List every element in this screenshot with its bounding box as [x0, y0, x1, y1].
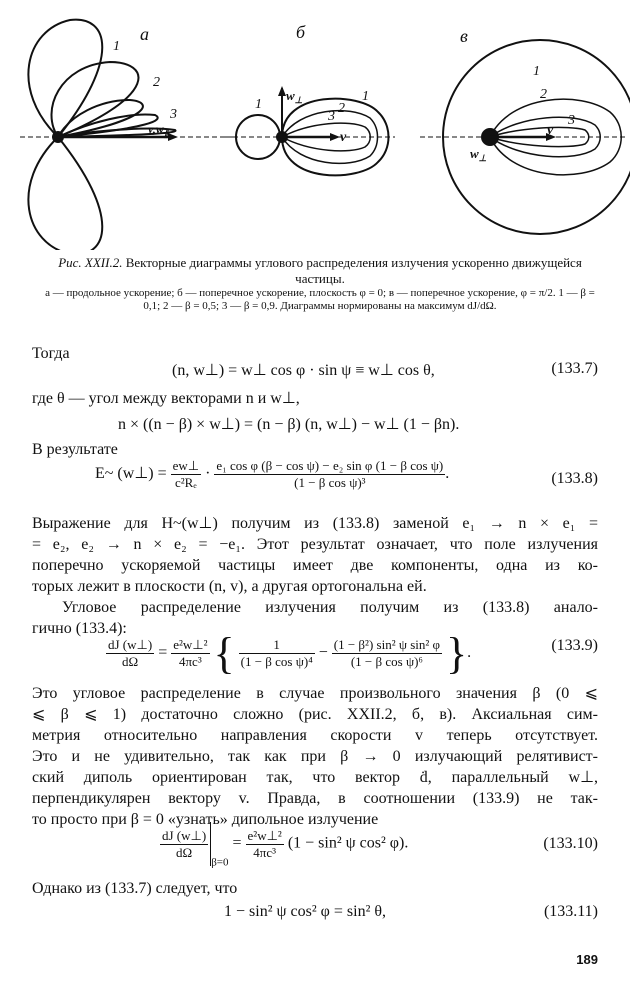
eq8-frac1 — [171, 458, 201, 491]
w-perp-label-b: $w_\perp$ — [286, 88, 303, 105]
paragraph-3-line-4: Это и не удивительно, так как при β → 0 излучающий релятивист- — [32, 748, 598, 765]
eq10-lhs-den: dΩ — [176, 844, 193, 860]
figure-xxii-2 — [0, 0, 630, 250]
equation-number-133-7: (133.7) — [551, 360, 598, 377]
eq10-subscript: β=0 — [211, 856, 229, 869]
eq9-term-b-den: (1 − β cos ψ)⁶ — [350, 654, 423, 669]
curve-label-b3: 3 — [328, 109, 335, 124]
curve-label-c3: 3 — [568, 113, 575, 128]
paragraph-2-line-1: Угловое распределение излучения получим из (133.8) анало- — [62, 599, 598, 616]
panel-a-diagram — [20, 20, 235, 250]
equation-133-8: E~ (w⊥) = $\frac{ew\perp}{\text{c²Rₑ}}$ · $\frac{\text{e₁ cos φ (β − cos ψ) − e₂ sin φ (1 − β cos ψ)}}{\text{(1 − β cos ψ)³}}$ . — [95, 458, 450, 490]
v-label-b: v — [340, 130, 347, 145]
paragraph-2-line-2: гично (133.4): — [32, 620, 127, 637]
eq9-brace-close: } — [446, 629, 468, 678]
eq8-frac1-den: c²Rₑ — [175, 475, 197, 490]
curve-label-a1: 1 — [113, 39, 120, 54]
paragraph-3-line-2: ⩽ β ⩽ 1) достаточно сложно (рис. XXII.2, б, в). Аксиальная сим- — [32, 706, 598, 723]
panel-c-diagram — [420, 40, 630, 234]
eq8-left: E~ (w⊥) = — [95, 465, 167, 483]
paragraph-3-line-3: метрия относительно направления скорости v теперь отсутствует. — [32, 727, 598, 744]
eq10-lhs — [160, 828, 208, 861]
eq8-frac2-num: e₁ cos φ (β − cos ψ) − e₂ sin φ (1 − β cos ψ) — [216, 458, 444, 473]
w-perp-label-c: $w_\perp$ — [470, 146, 487, 163]
equation-number-133-9: (133.9) — [551, 637, 598, 654]
axis-label-a: $v,w_\parallel$ — [148, 122, 169, 138]
text-togda: Тогда — [32, 345, 70, 362]
paragraph-3-line-5: ский диполь ориентирован так, что вектор ḋ, параллельный w⊥, — [32, 769, 598, 786]
eq8-frac2 — [214, 458, 445, 491]
eq9-term-a-den: (1 − β cos ψ)⁴ — [240, 654, 313, 669]
figure-caption-prefix: Рис. XXII.2. — [58, 255, 123, 270]
equation-vector-identity: n × ((n − β) × w⊥) = (n − β) (n, w⊥) − w⊥ (1 − βn). — [118, 416, 460, 433]
curve-label-a3: 3 — [170, 107, 177, 122]
eq10-rest: (1 − sin² ψ cos² φ). — [287, 834, 409, 852]
curve-label-b2: 2 — [338, 101, 345, 116]
v-label-c: v — [547, 123, 554, 138]
eq9-term-a — [239, 637, 315, 670]
equation-133-7: (n, w⊥) = w⊥ cos φ · sin ψ ≡ w⊥ cos θ, — [172, 362, 435, 379]
paragraph-1-line-2: = e₂, e₂ → n × e₂ = −e₁. Этот результат означает, что поле излучения — [32, 536, 598, 553]
eq9-lhs-num: dJ (w⊥) — [108, 637, 153, 652]
eq10-coef-den: 4πc³ — [253, 844, 277, 860]
eq10-coef-num: e²w⊥² — [247, 827, 282, 843]
paragraph-3-line-1: Это угловое распределение в случае произвольного значения β (0 ⩽ — [32, 685, 598, 702]
curve-label-c2: 2 — [540, 87, 547, 102]
panel-label-b: б — [296, 22, 306, 42]
eq9-lhs — [106, 637, 154, 670]
eq9-term-b — [332, 637, 442, 670]
curve-label-b1: 1 — [255, 97, 262, 112]
page-number: 189 — [576, 952, 598, 967]
figure-caption-legend: а — продольное ускорение; б — поперечное ускорение, плоскость φ = 0; в — поперечное ускорение, φ = π/2. 1 — β = 0,1; 2 — β = 0,5; 3 — β = 0,9. Диаграммы нормированы на максимум dJ/dΩ. — [45, 287, 595, 312]
curve-label-a2: 2 — [153, 75, 160, 90]
curve-label-b1b: 1 — [362, 89, 369, 104]
eq9-brace-open: { — [213, 629, 235, 678]
eq9-lhs-den: dΩ — [122, 654, 139, 669]
eq10-coef — [246, 828, 284, 861]
paragraph-4: Однако из (133.7) следует, что — [32, 880, 238, 897]
paragraph-1-line-3: поперечно ускоряемой частицы имеет две компоненты, одна из ко- — [32, 557, 598, 574]
figure-caption-text: Векторные диаграммы углового распределения излучения ускоренно движущейся частицы. — [125, 255, 582, 286]
paragraph-1-line-1: Выражение для H~(w⊥) получим из (133.8) заменой e₁ → n × e₁ = — [32, 515, 598, 532]
equation-133-11: 1 − sin² ψ cos² φ = sin² θ, — [224, 903, 387, 920]
equation-number-133-11: (133.11) — [543, 903, 598, 920]
eq9-coef-den: 4πc³ — [178, 654, 202, 669]
panel-label-c: в — [460, 26, 468, 46]
paragraph-3-line-7: то просто при β = 0 «узнать» дипольное излучение — [32, 811, 379, 828]
equation-number-133-8: (133.8) — [551, 470, 598, 487]
eq9-term-b-num: (1 − β²) sin² ψ sin² φ — [333, 637, 441, 652]
eq9-term-a-num: 1 — [239, 637, 315, 654]
eq9-coef-num: e²w⊥² — [173, 637, 208, 652]
eq8-frac1-num: ew⊥ — [172, 458, 200, 473]
paragraph-3-line-6: перпендикулярен вектору v. Правда, в соотношении (133.9) не так- — [32, 790, 598, 807]
text-result: В результате — [32, 441, 118, 458]
panel-b-diagram — [225, 86, 395, 175]
eq8-frac2-den: (1 − β cos ψ)³ — [294, 475, 366, 490]
equation-133-9: $\frac{dJ (w\perp)}{d\Omega}$ = $\frac{\text{e²w⊥²}}{\text{4πc³}}$ { $\frac{1}{\text{(1 − β cos ψ)⁴}}$ − $\frac{\text{(1 − β²) sin² ψ sin² φ}}{\text{(1 − β cos ψ)⁶}}$ }. — [108, 629, 472, 678]
panel-label-a: a — [140, 24, 149, 44]
eq9-coef — [171, 637, 209, 670]
equation-number-133-10: (133.10) — [543, 835, 598, 852]
figure-caption-title — [40, 255, 600, 287]
paragraph-1-line-4: торых лежит в плоскости (n, v), а другая ортогональна ей. — [32, 578, 427, 595]
equation-133-10: $\frac{dJ (w\perp)}{d\Omega}$ $_{\beta=0}$ = $\frac{\text{e²w⊥²}}{\text{4πc³}}$ (1 − sin² ψ cos² φ). — [160, 822, 408, 869]
text-where-theta: где θ — угол между векторами n и w⊥, — [32, 390, 300, 407]
eq10-lhs-num: dJ (w⊥) — [162, 827, 207, 843]
curve-label-c1: 1 — [533, 64, 540, 79]
